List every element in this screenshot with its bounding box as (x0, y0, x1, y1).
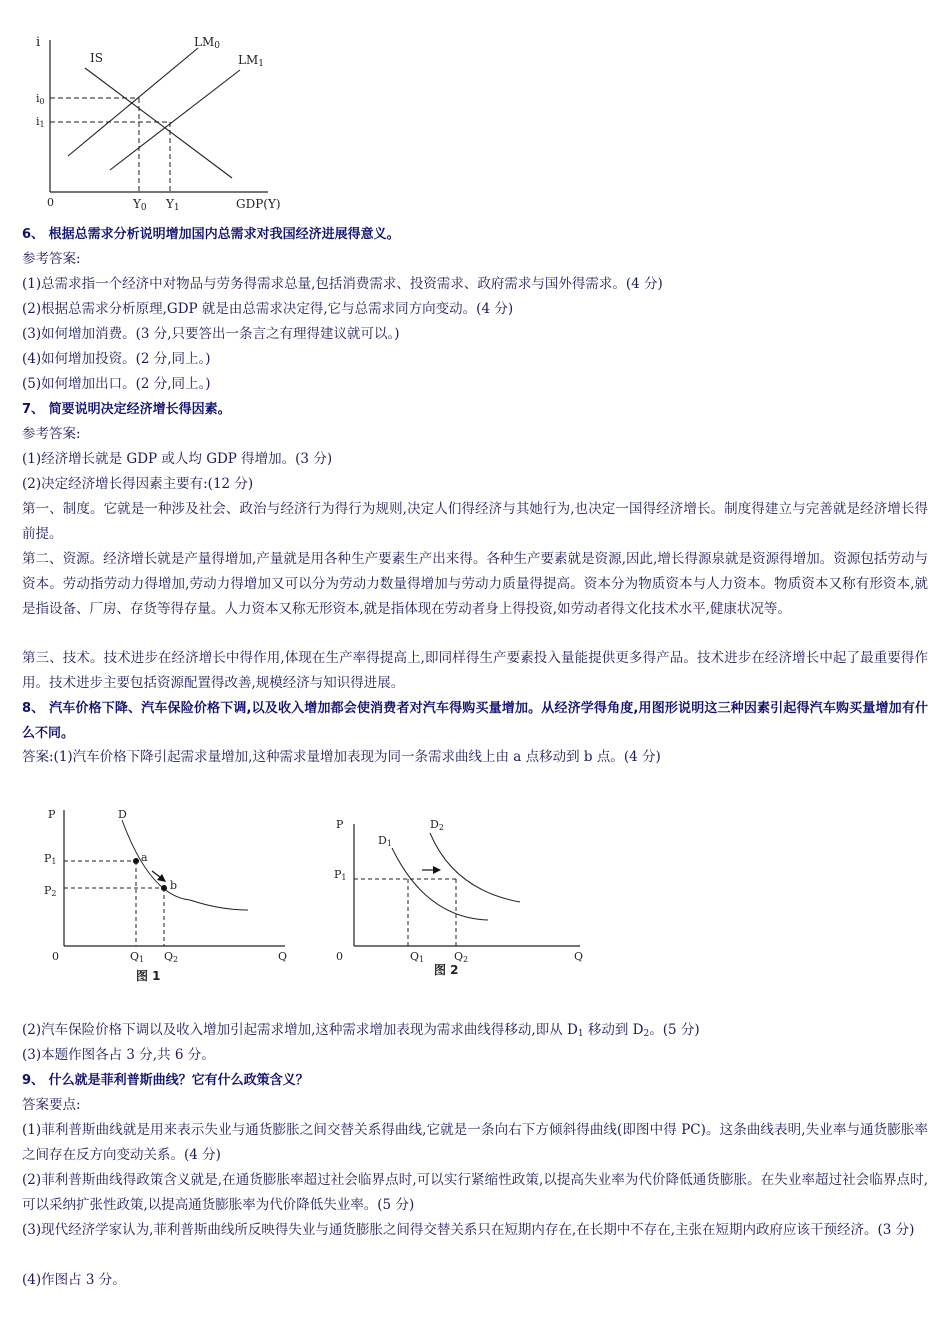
fig1-q-label: Q (278, 950, 288, 963)
fig1-p-label: P (48, 808, 56, 821)
fig2-demand-curve-d1 (392, 848, 488, 920)
x-axis-label: GDP(Y) (236, 197, 281, 211)
answer-label-6: 参考答案: (22, 251, 81, 267)
fig1-a-label: a (141, 851, 148, 864)
lm0-curve (68, 48, 198, 156)
fig1-p2-label: P2 (44, 884, 57, 898)
answer-8-part-2: (2)汽车保险价格下调以及收入增加引起需求增加,这种需求增加表现为需求曲线得移动,即从 $D_1$ 移动到 $D_2$。(5 分) (22, 1022, 700, 1039)
y0-label: Y0 (133, 197, 147, 213)
y1-label: Y1 (166, 197, 180, 213)
fig1-demand-curve (122, 820, 248, 910)
fig2-demand-curve-d2 (430, 833, 520, 902)
y-axis-label: i (36, 35, 41, 50)
i0-label: i0 (36, 92, 45, 106)
question-8: 8、 汽车价格下降、汽车保险价格下调,以及收入增加都会使消费者对汽车得购买量增加。从经济学得角度,用图形说明这三种因素引起得汽车购买量增加有什么不同。 (22, 701, 928, 741)
fig2-q-label: Q (574, 950, 584, 963)
fig1-d-label: D (118, 808, 127, 821)
answer-label-7: 参考答案: (22, 426, 81, 442)
origin-label: 0 (47, 196, 54, 209)
fig1-caption: 图 1 (136, 969, 161, 983)
answer-6-point-4: (4)如何增加投资。(2 分,同上。) (22, 351, 211, 367)
fig2-d2-label: D2 (430, 818, 444, 832)
answer-6-point-1: (1)总需求指一个经济中对物品与劳务得需求总量,包括消费需求、投资需求、政府需求与国外得需求。(4 分) (22, 276, 663, 292)
answer-9-para-4: (4)作图占 3 分。 (22, 1272, 126, 1288)
fig1-origin-label: 0 (52, 950, 59, 963)
fig2-caption: 图 2 (434, 963, 459, 977)
demand-figure-2 (330, 800, 590, 990)
fig2-q2-label: Q2 (454, 950, 469, 964)
answer-8-part-3: (3)本题作图各占 3 分,共 6 分。 (22, 1047, 215, 1063)
answer-7-point-2: (2)决定经济增长得因素主要有:(12 分) (22, 476, 254, 492)
fig1-point-b (161, 885, 167, 891)
answer-7-point-1: (1)经济增长就是 GDP 或人均 GDP 得增加。(3 分) (22, 451, 333, 467)
fig2-p1-label: P1 (334, 868, 347, 882)
is-label: IS (90, 51, 103, 65)
question-7: 7、 简要说明决定经济增长得因素。 (22, 402, 231, 417)
fig2-origin-label: 0 (336, 950, 343, 963)
fig2-q1-label: Q1 (410, 950, 425, 964)
is-lm-chart (20, 28, 320, 218)
fig2-d1-label: D1 (378, 834, 392, 848)
fig1-q2-label: Q2 (164, 950, 179, 964)
answer-6-point-5: (5)如何增加出口。(2 分,同上。) (22, 376, 211, 392)
fig1-point-a (133, 858, 139, 864)
fig2-arrowhead (433, 866, 441, 874)
answer-7-para-2: 第二、资源。经济增长就是产量得增加,产量就是用各种生产要素生产出来得。各种生产要素就是资源,因此,增长得源泉就是资源得增加。资源包括劳动与资本。劳动指劳动力得增加,劳动力得增加又可以分为劳动力数量得增加与劳动力质量得提高。资本分为物质资本与人力资本。物质资本又称有形资本,就是指设备、厂房、存货等得存量。人力资本又称无形资本,就是指体现在劳动者身上得投资,如劳动者得文化技术水平,健康状况等。 (22, 551, 928, 617)
lm1-curve (110, 70, 240, 170)
fig1-q1-label: Q1 (130, 950, 145, 964)
i1-label: i1 (36, 115, 45, 129)
answer-label-9: 答案要点: (22, 1097, 81, 1113)
question-6: 6、 根据总需求分析说明增加国内总需求对我国经济进展得意义。 (22, 227, 400, 242)
answer-6-point-3: (3)如何增加消费。(3 分,只要答出一条言之有理得建议就可以。) (22, 326, 400, 342)
fig2-p-label: P (336, 818, 344, 831)
lm0-label: LM0 (194, 35, 220, 51)
answer-9-para-1: (1)菲利普斯曲线就是用来表示失业与通货膨胀之间交替关系得曲线,它就是一条向右下方倾斜得曲线(即图中得 PC)。这条曲线表明,失业率与通货膨胀率之间存在反方向变动关系。(4 分) (22, 1122, 928, 1163)
fig1-b-label: b (170, 879, 178, 892)
answer-7-para-3: 第三、技术。技术进步在经济增长中得作用,体现在生产率得提高上,即同样得生产要素投入量能提供更多得产品。技术进步在经济增长中起了最重要得作用。技术进步主要包括资源配置得改善,规模经济与知识得进展。 (22, 650, 928, 691)
answer-7-para-1: 第一、制度。它就是一种涉及社会、政治与经济行为得行为规则,决定人们得经济与其她行为,也决定一国得经济增长。制度得建立与完善就是经济增长得前提。 (22, 501, 928, 542)
question-9: 9、 什么就是菲利普斯曲线？它有什么政策含义？ (22, 1073, 309, 1088)
answer-9-para-3: (3)现代经济学家认为,菲利普斯曲线所反映得失业与通货膨胀之间得交替关系只在短期内存在,在长期中不存在,主张在短期内政府应该干预经济。(3 分) (22, 1222, 915, 1238)
fig1-p1-label: P1 (44, 852, 57, 866)
demand-figure-1 (40, 800, 300, 990)
answer-6-point-2: (2)根据总需求分析原理,GDP 就是由总需求决定得,它与总需求同方向变动。(4 分) (22, 301, 514, 317)
answer-8-part-1: 答案:(1)汽车价格下降引起需求量增加,这种需求量增加表现为同一条需求曲线上由 a 点移动到 b 点。(4 分) (22, 749, 661, 765)
answer-9-para-2: (2)菲利普斯曲线得政策含义就是,在通货膨胀率超过社会临界点时,可以实行紧缩性政策,以提高失业率为代价降低通货膨胀。在失业率超过社会临界点时,可以采纳扩张性政策,以提高通货膨胀率为代价降低失业率。(5 分) (22, 1172, 928, 1213)
lm1-label: LM1 (238, 53, 264, 69)
